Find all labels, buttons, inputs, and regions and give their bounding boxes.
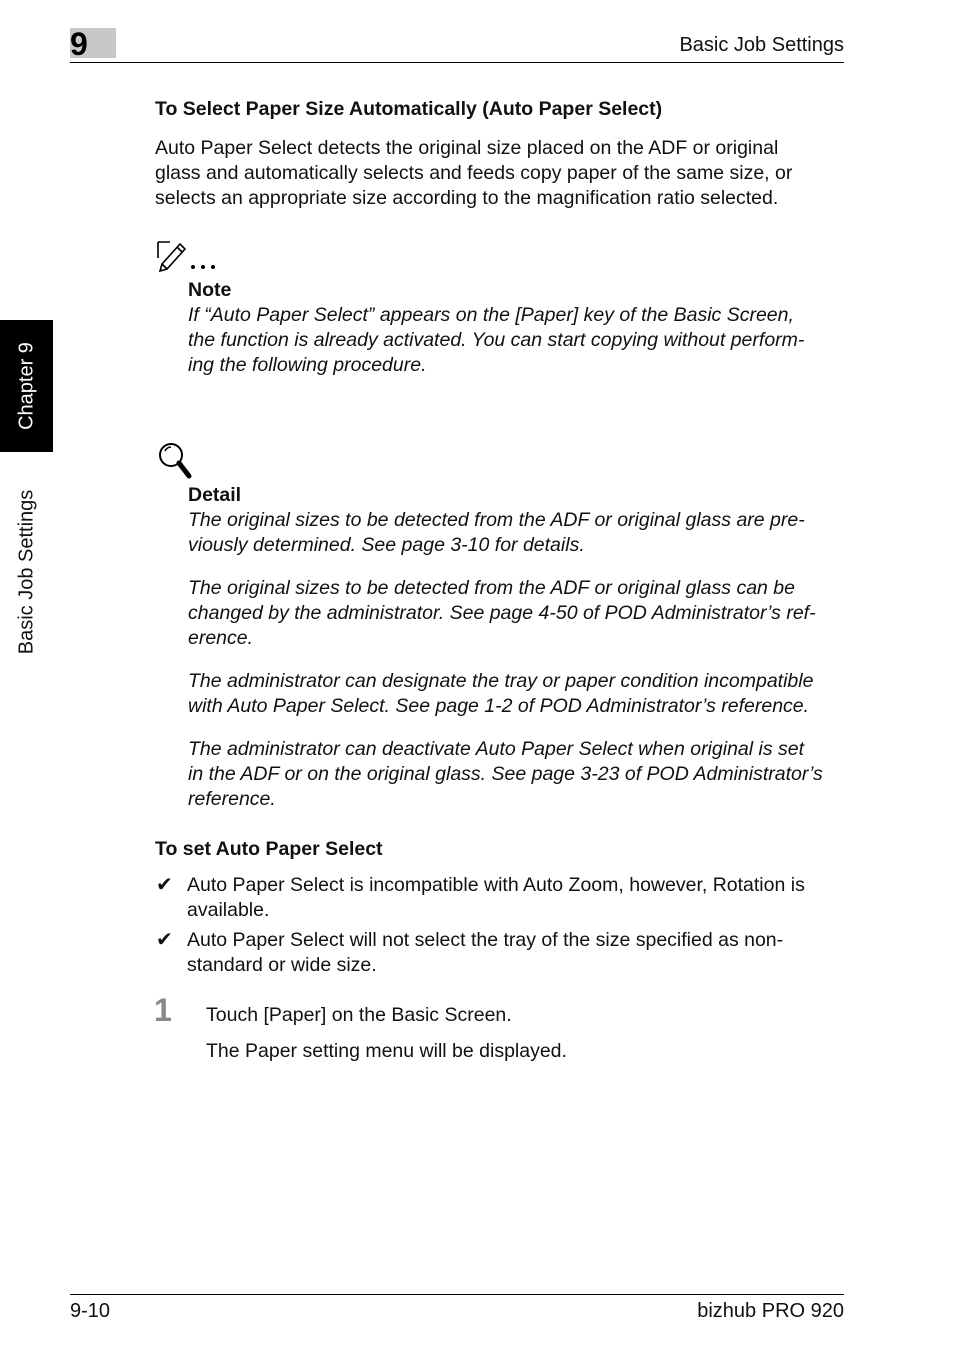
section-intro [155,136,792,211]
section-heading: To Select Paper Size Automatically (Auto Paper Select) [155,98,663,120]
intro-line: glass and automatically selects and feeds copy paper of the same size, or [155,162,793,184]
check-line: standard or wide size. [187,954,377,976]
note-line: ing the following procedure. [188,354,427,376]
note-line: the function is already activated. You can start copying without perform- [188,329,805,351]
check-line: available. [187,899,270,921]
note-label: Note [188,279,232,301]
side-chapter-text: Chapter 9 [15,342,37,430]
step-instruction: Touch [Paper] on the Basic Screen. [206,1004,512,1026]
intro-line: Auto Paper Select detects the original size placed on the ADF or original [155,137,779,159]
side-section-label [0,452,53,692]
detail-line: viously determined. See page 3-10 for details. [188,534,585,556]
note-text [188,303,804,378]
side-chapter-label [0,320,53,452]
chapter-number: 9 [70,26,88,62]
detail-line: The administrator can designate the tray or paper condition incompatible [188,670,814,692]
side-section-text: Basic Job Settings [15,489,37,655]
detail-line: with Auto Paper Select. See page 1-2 of POD Administrator’s reference. [188,695,810,717]
detail-label: Detail [188,484,242,506]
check-line: Auto Paper Select is incompatible with Auto Zoom, however, Rotation is [187,874,805,896]
detail-line: changed by the administrator. See page 4-50 of POD Administrator’s ref- [188,602,816,624]
detail-line: erence. [188,627,254,649]
detail-line: The administrator can deactivate Auto Paper Select when original is set [188,738,805,760]
detail-paragraph [188,576,816,651]
check-item [187,873,805,923]
detail-line: The original sizes to be detected from the ADF or original glass are pre- [188,509,805,531]
section-heading: To set Auto Paper Select [155,838,383,860]
check-item [187,928,783,978]
header-section-title: Basic Job Settings [679,34,844,56]
check-line: Auto Paper Select will not select the tray of the size specified as non- [187,929,784,951]
step-number: 1 [154,992,172,1028]
detail-line: The original sizes to be detected from the ADF or original glass can be [188,577,795,599]
header-rule [70,62,844,63]
note-line: If “Auto Paper Select” appears on the [Paper] key of the Basic Screen, [188,304,794,326]
magnifier-icon [156,440,196,485]
check-mark-icon: ✔ [156,874,173,896]
page-number: 9-10 [70,1300,111,1322]
step-result: The Paper setting menu will be displayed. [206,1040,567,1062]
detail-line: reference. [188,788,276,810]
footer-rule [70,1294,844,1295]
check-mark-icon: ✔ [156,929,173,951]
pencil-note-icon [156,238,226,277]
detail-line: in the ADF or on the original glass. See page 3-23 of POD Administrator’s [188,763,823,785]
intro-line: selects an appropriate size according to the magnification ratio selected. [155,187,779,209]
detail-paragraph [188,669,813,719]
detail-paragraph [188,737,823,812]
product-name: bizhub PRO 920 [697,1300,844,1322]
detail-paragraph [188,508,805,558]
